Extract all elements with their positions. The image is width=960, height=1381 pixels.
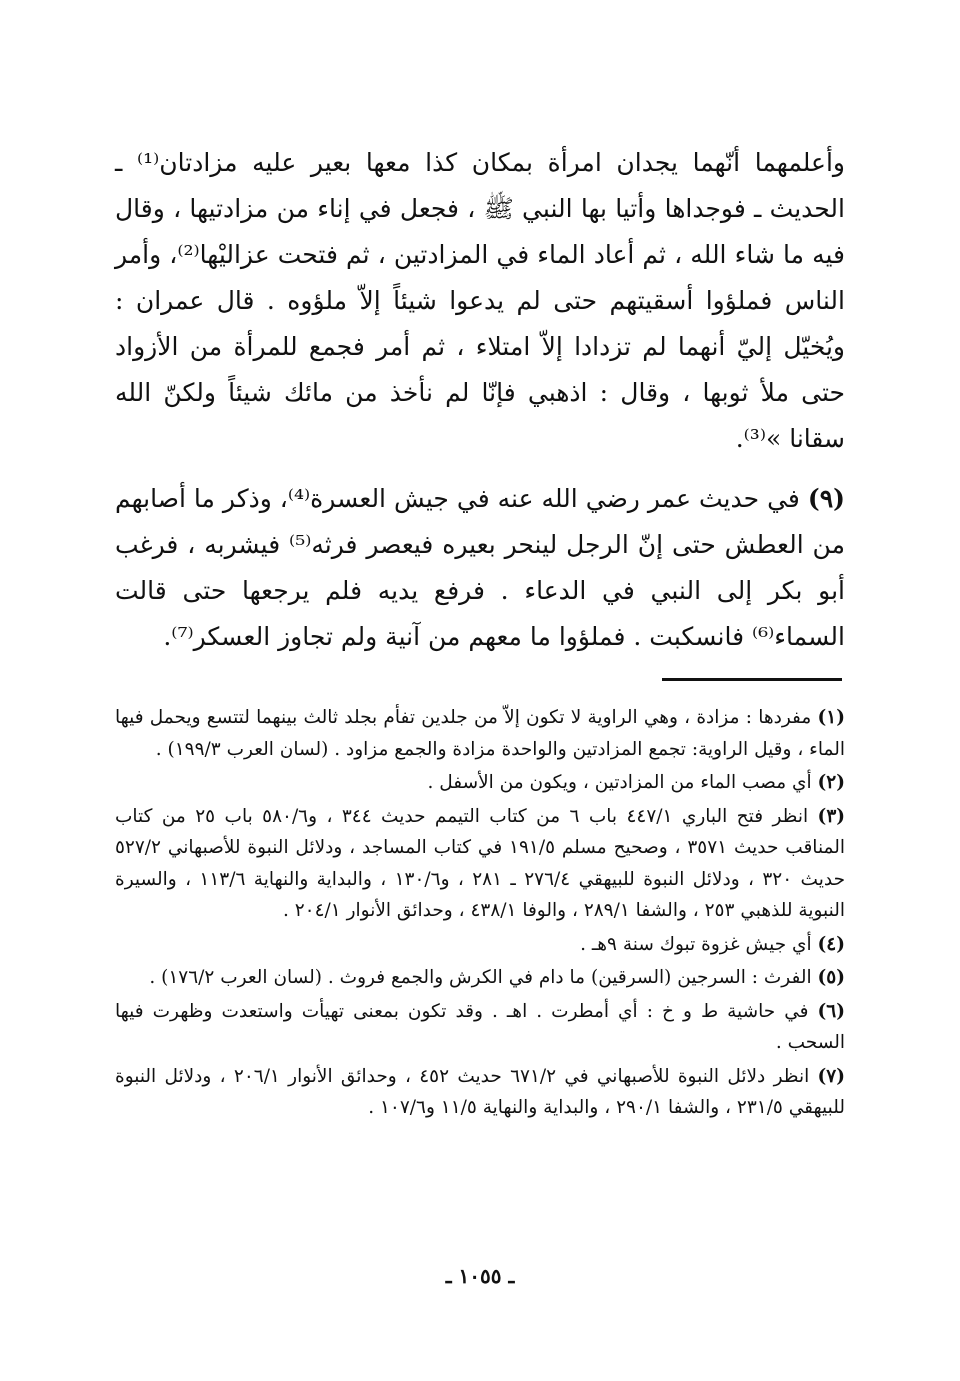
paragraph-number: (٩): [807, 484, 845, 513]
footnote-number: (٧): [817, 1065, 845, 1087]
page-number: ـ ١٠٥٥ ـ: [445, 1264, 515, 1288]
footnote-number: (١): [817, 707, 845, 728]
footnote-text: مفردها : مزادة ، وهي الراوية لا تكون إلاّ من جلدين تفأم بجلد ثالث بينهما لتتسع ويحمل فيها الماء ، وقيل الراوية: تجمع المزادتين والواحدة مزادة والجمع مزاود . (لسان العرب ١٩٩/٣) .: [115, 707, 845, 760]
footnote-7: [115, 1061, 845, 1124]
footnote-text: أي مصب الماء من المزادتين ، ويكون من الأسفل .: [427, 772, 812, 793]
footnote-number: (٣): [817, 805, 846, 827]
footnote-6: [115, 996, 845, 1059]
footnote-3: [115, 801, 845, 927]
footnote-text: انظر فتح الباري ٤٤٧/١ باب ٦ من كتاب التيمم حديث ٣٤٤ ، و٥٨٠/٦ باب ٢٥ من كتاب المناقب حديث ٣٥٧١ ، وصحيح مسلم ١٩١/٥ في كتاب المساجد ، ودلائل النبوة للأصبهاني ٥٢٧/٢ حديث ٣٢٠ ، ودلائل النبوة للبيهقي ٢٧٦/٤ ـ ٢٨١ ، و١٣٠/٦ ، والبداية والنهاية ١١٣/٦ ، والسيرة النبوية للذهبي ٢٥٣ ، والشفا ٢٨٩/١ ، والوفا ٤٣٨/١ ، وحدائق الأنوار ٢٠٤/١ .: [115, 805, 846, 921]
footnote-text: انظر دلائل النبوة للأصبهاني في ٦٧١/٢ حديث ٤٥٢ ، وحدائق الأنوار ٢٠٦/١ ، ودلائل النبوة للبيهقي ٢٣١/٥ ، والشفا ٢٩٠/١ ، والبداية والنهاية ١١/٥ و١٠٧/٦ .: [115, 1065, 845, 1118]
paragraph-text: في حديث عمر رضي الله عنه في جيش العسرة⁽⁴⁾، وذكر ما أصابهم من العطش حتى إنّ الرجل لينحر بعيره فيعصر فرثه⁽⁵⁾ فيشربه ، فرغب أبو بكر إلى النبي في الدعاء . فرفع يديه فلم يرجعها حتى قالت السماء⁽⁶⁾ فانسكبت . فملؤوا ما معهم من آنية ولم تجاوز العسكر⁽⁷⁾.: [115, 484, 845, 651]
footnote-4: [115, 929, 845, 961]
footnote-2: [115, 767, 845, 799]
footnote-text: الفرث : السرجين (السرقين) ما دام في الكرش والجمع فروث . (لسان العرب ١٧٦/٢) .: [149, 967, 812, 988]
paragraph-text: وأعلمهما أنّهما يجدان امرأة بمكان كذا معها بعير عليه مزادتان⁽¹⁾ ـ الحديث ـ فوجداها وأتيا بها النبي ﷺ ، فجعل في إناء من مزادتيها ، وقال فيه ما شاء الله ، ثم أعاد الماء في المزادتين ، ثم فتحت عزاليْها⁽²⁾، وأمر الناس فملؤوا أسقيتهم حتى لم يدعوا شيئاً إلاّ ملؤوه . قال عمران : ويُخيّل إليّ أنهما لم تزدادا إلاّ امتلاء ، ثم أمر فجمع للمرأة من الأزواد حتى ملأ ثوبها ، وقال : اذهبي فإنّا لم نأخذ من مائك شيئاً ولكنّ الله سقانا »⁽³⁾.: [115, 148, 846, 453]
footnote-number: (٦): [817, 1000, 845, 1022]
footnote-text: أي جيش غزوة تبوك سنة ٩هـ .: [580, 933, 812, 955]
footnote-text: في حاشية ط و خ : أي أمطرت . اهـ . وقد تكون بمعنى تهيأت واستعدت وظهرت فيها السحب .: [115, 1000, 845, 1053]
footnote-number: (٤): [817, 933, 845, 955]
footnote-separator: [662, 678, 842, 681]
paragraph-continuation: [115, 140, 845, 462]
footnote-number: (٥): [817, 967, 845, 988]
footnote-number: (٢): [817, 772, 845, 793]
footnote-1: [115, 702, 845, 765]
paragraph-9: [115, 476, 845, 660]
main-text: [115, 140, 845, 674]
footnote-5: [115, 962, 845, 994]
footnotes: [115, 702, 845, 1126]
